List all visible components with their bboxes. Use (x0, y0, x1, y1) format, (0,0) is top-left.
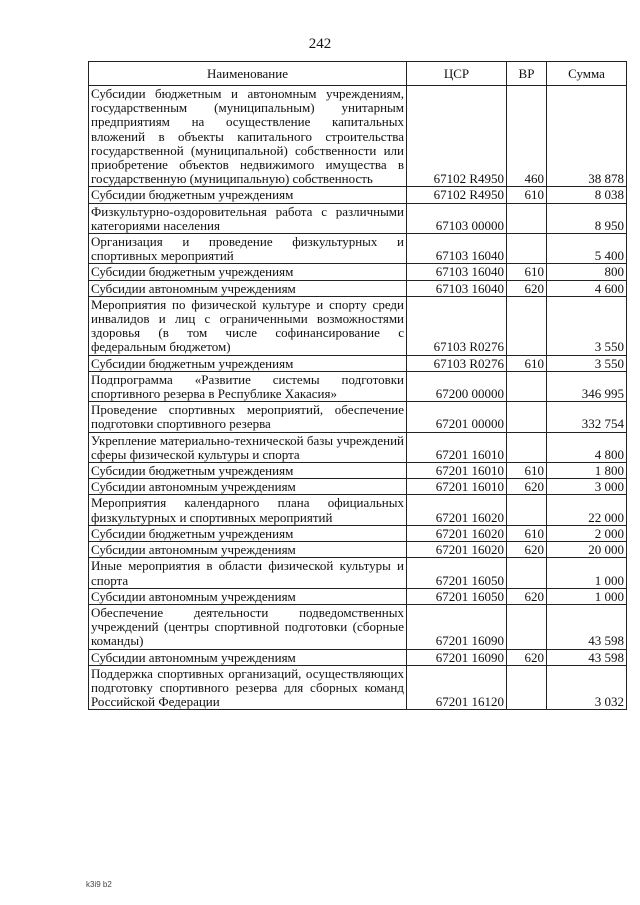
cell-sum: 38 878 (547, 86, 627, 187)
cell-vr: 610 (507, 355, 547, 371)
cell-sum: 22 000 (547, 495, 627, 525)
cell-vr: 610 (507, 463, 547, 479)
cell-csr: 67103 16040 (407, 280, 507, 296)
table-row (89, 588, 627, 604)
cell-sum: 3 000 (547, 479, 627, 495)
budget-table (88, 61, 627, 710)
cell-name: Иные мероприятия в области физической культуры и спорта (89, 558, 407, 588)
table-row (89, 604, 627, 649)
cell-csr: 67103 16040 (407, 234, 507, 264)
cell-name: Укрепление материально-технической базы учреждений сферы физической культуры и спорта (89, 432, 407, 462)
cell-sum: 8 950 (547, 203, 627, 233)
cell-csr: 67201 00000 (407, 402, 507, 432)
cell-vr: 610 (507, 187, 547, 203)
table-row (89, 479, 627, 495)
table-row (89, 203, 627, 233)
cell-vr (507, 495, 547, 525)
table-row (89, 371, 627, 401)
cell-sum: 4 800 (547, 432, 627, 462)
cell-name: Субсидии бюджетным учреждениям (89, 525, 407, 541)
cell-sum: 8 038 (547, 187, 627, 203)
cell-name: Субсидии бюджетным и автономным учреждениям, государственным (муниципальным) унитарным предприятиям на осуществление капитальных вложений в объекты капитального строительства государственной (муниципальной) собственности или приобретение объектов недвижимого имущества в государственную (муниципальную) собственность (89, 86, 407, 187)
cell-vr (507, 604, 547, 649)
table-row (89, 355, 627, 371)
table-row (89, 264, 627, 280)
table-header-row (89, 62, 627, 86)
cell-sum: 1 800 (547, 463, 627, 479)
cell-csr: 67201 16010 (407, 463, 507, 479)
page-number: 242 (308, 36, 332, 52)
cell-csr: 67103 00000 (407, 203, 507, 233)
cell-csr: 67102 R4950 (407, 187, 507, 203)
cell-sum: 3 032 (547, 665, 627, 710)
cell-vr (507, 558, 547, 588)
cell-vr: 620 (507, 588, 547, 604)
footer-code: k3i9 b2 (86, 880, 112, 889)
table-row (89, 432, 627, 462)
cell-csr: 67103 R0276 (407, 355, 507, 371)
cell-name: Субсидии автономным учреждениям (89, 479, 407, 495)
cell-name: Подпрограмма «Развитие системы подготовки спортивного резерва в Республике Хакасия» (89, 371, 407, 401)
cell-sum: 332 754 (547, 402, 627, 432)
table-row (89, 402, 627, 432)
cell-vr: 610 (507, 264, 547, 280)
cell-csr: 67103 16040 (407, 264, 507, 280)
cell-name: Субсидии бюджетным учреждениям (89, 264, 407, 280)
cell-sum: 20 000 (547, 542, 627, 558)
table-row (89, 649, 627, 665)
cell-name: Субсидии автономным учреждениям (89, 588, 407, 604)
cell-vr: 620 (507, 479, 547, 495)
cell-name: Субсидии автономным учреждениям (89, 280, 407, 296)
cell-sum: 800 (547, 264, 627, 280)
cell-vr (507, 296, 547, 355)
cell-name: Организация и проведение физкультурных и спортивных мероприятий (89, 234, 407, 264)
cell-vr (507, 371, 547, 401)
cell-name: Обеспечение деятельности подведомственных учреждений (центры спортивной подготовки (сборные команды) (89, 604, 407, 649)
cell-sum: 3 550 (547, 296, 627, 355)
cell-name: Субсидии бюджетным учреждениям (89, 463, 407, 479)
cell-sum: 2 000 (547, 525, 627, 541)
table-row (89, 234, 627, 264)
table-row (89, 187, 627, 203)
table-row (89, 463, 627, 479)
cell-vr (507, 234, 547, 264)
cell-vr (507, 203, 547, 233)
header-vr: ВР (507, 62, 547, 86)
cell-sum: 346 995 (547, 371, 627, 401)
header-name: Наименование (89, 62, 407, 86)
header-sum: Сумма (547, 62, 627, 86)
cell-sum: 43 598 (547, 604, 627, 649)
cell-csr: 67201 16010 (407, 479, 507, 495)
cell-csr: 67200 00000 (407, 371, 507, 401)
cell-sum: 1 000 (547, 558, 627, 588)
cell-name: Субсидии бюджетным учреждениям (89, 187, 407, 203)
cell-vr (507, 402, 547, 432)
cell-csr: 67201 16090 (407, 649, 507, 665)
cell-csr: 67201 16020 (407, 542, 507, 558)
cell-sum: 4 600 (547, 280, 627, 296)
table-row (89, 665, 627, 710)
cell-csr: 67102 R4950 (407, 86, 507, 187)
cell-name: Субсидии автономным учреждениям (89, 542, 407, 558)
cell-name: Физкультурно-оздоровительная работа с различными категориями населения (89, 203, 407, 233)
cell-sum: 1 000 (547, 588, 627, 604)
header-csr: ЦСР (407, 62, 507, 86)
cell-csr: 67201 16010 (407, 432, 507, 462)
cell-vr: 610 (507, 525, 547, 541)
cell-csr: 67201 16050 (407, 588, 507, 604)
cell-name: Субсидии автономным учреждениям (89, 649, 407, 665)
table-row (89, 495, 627, 525)
table-row (89, 86, 627, 187)
cell-name: Мероприятия календарного плана официальных физкультурных и спортивных мероприятий (89, 495, 407, 525)
cell-sum: 43 598 (547, 649, 627, 665)
cell-name: Проведение спортивных мероприятий, обеспечение подготовки спортивного резерва (89, 402, 407, 432)
cell-vr (507, 432, 547, 462)
cell-csr: 67201 16020 (407, 495, 507, 525)
cell-vr: 460 (507, 86, 547, 187)
cell-csr: 67201 16020 (407, 525, 507, 541)
cell-name: Мероприятия по физической культуре и спорту среди инвалидов и лиц с ограниченными возможностями здоровья (в том числе софинансирование с федеральным бюджетом) (89, 296, 407, 355)
table-row (89, 296, 627, 355)
cell-name: Поддержка спортивных организаций, осуществляющих подготовку спортивного резерва для сборных команд Российской Федерации (89, 665, 407, 710)
table-row (89, 280, 627, 296)
cell-csr: 67201 16120 (407, 665, 507, 710)
cell-vr: 620 (507, 649, 547, 665)
cell-csr: 67201 16090 (407, 604, 507, 649)
cell-csr: 67103 R0276 (407, 296, 507, 355)
cell-sum: 3 550 (547, 355, 627, 371)
cell-csr: 67201 16050 (407, 558, 507, 588)
table-row (89, 558, 627, 588)
cell-vr: 620 (507, 280, 547, 296)
table-row (89, 542, 627, 558)
cell-vr (507, 665, 547, 710)
cell-sum: 5 400 (547, 234, 627, 264)
cell-vr: 620 (507, 542, 547, 558)
cell-name: Субсидии бюджетным учреждениям (89, 355, 407, 371)
table-row (89, 525, 627, 541)
